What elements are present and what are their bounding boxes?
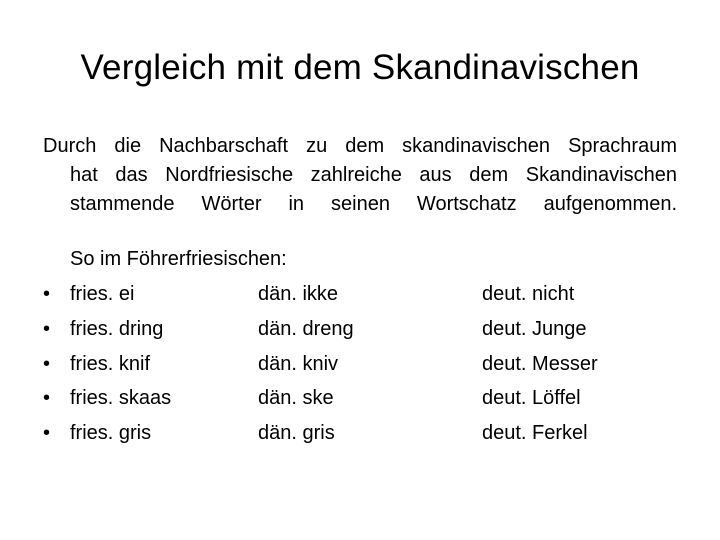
list-item (43, 383, 683, 418)
german-word: deut. Ferkel (482, 422, 588, 444)
frisian-word: fries. skaas (70, 387, 172, 410)
list-item (43, 418, 683, 453)
danish-word: dän. ikke (258, 283, 339, 305)
frisian-word: fries. dring (70, 317, 164, 340)
danish-word: dän. gris (258, 422, 335, 444)
bullet-icon: • (43, 387, 51, 410)
frisian-word: fries. ei (70, 283, 135, 305)
intro-paragraph (43, 132, 677, 219)
bullet-icon: • (43, 283, 51, 305)
bullet-icon: • (43, 422, 51, 444)
frisian-word: fries. gris (70, 422, 152, 444)
bullet-icon: • (43, 317, 51, 340)
german-word: deut. Junge (482, 317, 587, 340)
danish-word: dän. kniv (258, 352, 339, 375)
word-comparison-list (43, 279, 683, 453)
list-item (43, 314, 683, 349)
german-word: deut. Löffel (482, 387, 581, 410)
bullet-icon: • (43, 352, 51, 375)
german-word: deut. nicht (482, 283, 575, 305)
german-word: deut. Messer (482, 352, 598, 375)
intro-line: hat das Nordfriesische zahlreiche aus dem Skandinavischen (70, 164, 677, 186)
slide-title: Vergleich mit dem Skandinavischen (80, 48, 640, 87)
list-item (43, 279, 683, 314)
list-item (43, 349, 683, 384)
frisian-word: fries. knif (70, 352, 151, 375)
word-list-heading: So im Föhrerfriesischen: (70, 248, 287, 270)
intro-line: stammende Wörter in seinen Wortschatz aufgenommen. (70, 193, 677, 215)
danish-word: dän. ske (258, 387, 334, 410)
danish-word: dän. dreng (258, 317, 354, 340)
intro-line: Durch die Nachbarschaft zu dem skandinavischen Sprachraum (43, 135, 677, 157)
